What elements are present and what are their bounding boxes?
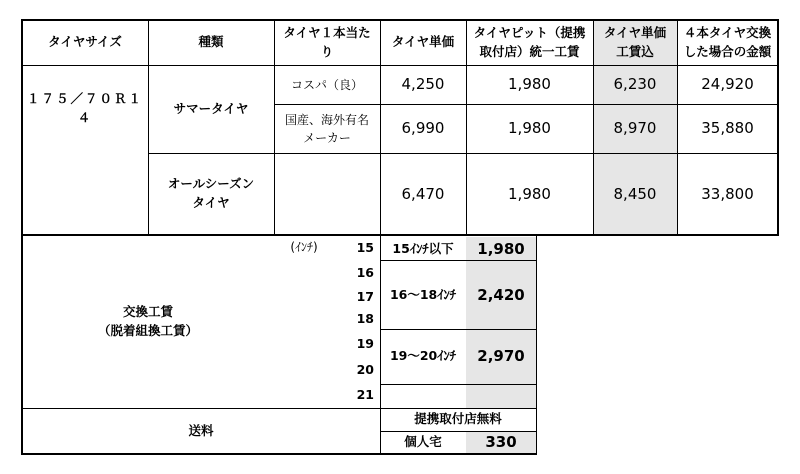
tier-2-label: 16～18ｲﾝﾁ [389,286,457,302]
inch-18: 18 [356,310,374,326]
row-2-subtype: 国産、海外有名 メーカー [284,112,369,145]
header-unit-price: タイヤ単価 [391,34,455,50]
row-2-unit-price: 6,990 [401,119,445,138]
inch-16: 16 [356,264,374,280]
shipping-partner-free: 提携取付店無料 [414,411,502,427]
rule-tier-3 [380,384,536,385]
tire-size-cell: １７５／７０Ｒ１４ [26,91,143,125]
border-top [21,19,779,21]
row-1-four-total: 24,920 [701,75,754,94]
rule-tier-1 [380,260,536,261]
row-2-four-total: 35,880 [701,119,754,138]
header-labor: タイヤピット（提携取付店）統一工賃 [473,24,586,59]
row-2-labor: 1,980 [508,119,551,138]
rule-shipping-mid [380,431,536,432]
tier-2-price: 2,420 [466,261,536,329]
row-3-unit-price: 6,470 [401,184,445,203]
border-right [777,19,779,236]
row-3-four-total: 33,800 [701,184,754,203]
shipping-home-price: 330 [466,431,536,454]
row-1-subtype: コスパ（良） [290,77,363,92]
header-price-with-labor: タイヤ単価工賃込 [593,20,677,65]
rule-tier-2 [380,329,536,330]
row-1-unit-price: 4,250 [401,75,445,94]
exchange-label: 交換工賃 （脱着組換工賃） [97,303,198,338]
row-2-price-with-labor: 8,970 [593,104,677,153]
header-per-tire: タイヤ１本当たり [283,24,371,59]
shipping-label: 送料 [188,422,214,438]
rule-row-1 [274,104,778,105]
summer-type-cell: サマータイヤ [173,100,249,116]
rule-row-2 [148,153,778,154]
tier-1-label: 15ｲﾝﾁ以下 [392,240,454,256]
row-3-subtype [274,153,380,235]
col-4 [466,20,467,234]
row-1-labor: 1,980 [508,75,551,94]
rule-upper-bottom [21,234,779,236]
col-5 [593,20,594,234]
tier-3-price: 2,970 [466,329,536,384]
rule-header-bottom [22,65,778,66]
row-3-price-with-labor: 8,450 [593,153,677,235]
col-3 [380,20,381,454]
col-1 [148,20,149,234]
inch-19: 19 [356,335,374,351]
col-tier-right [536,235,537,454]
inch-15: 15 [356,239,374,255]
inch-21: 21 [356,386,374,402]
col-2 [274,20,275,234]
inch-20: 20 [356,361,374,377]
header-tire-size: タイヤサイズ [48,34,122,50]
inch-unit-label: (ｲﾝﾁ) [290,240,318,254]
row-1-price-with-labor: 6,230 [593,65,677,104]
col-6 [677,20,678,234]
header-four-total: ４本タイヤ交換した場合の金額 [683,24,772,59]
tier-1-price: 1,980 [466,237,536,261]
tier-empty-cell [466,384,536,408]
border-left [21,19,23,455]
header-type: 種類 [198,34,224,50]
allseason-type-cell: オールシーズン タイヤ [167,176,255,210]
rule-shipping-top [22,408,536,409]
tier-3-label: 19～20ｲﾝﾁ [389,348,457,364]
border-bottom [21,453,537,455]
shipping-home-label: 個人宅 [404,434,442,450]
row-3-labor: 1,980 [508,184,551,203]
inch-17: 17 [356,288,374,304]
